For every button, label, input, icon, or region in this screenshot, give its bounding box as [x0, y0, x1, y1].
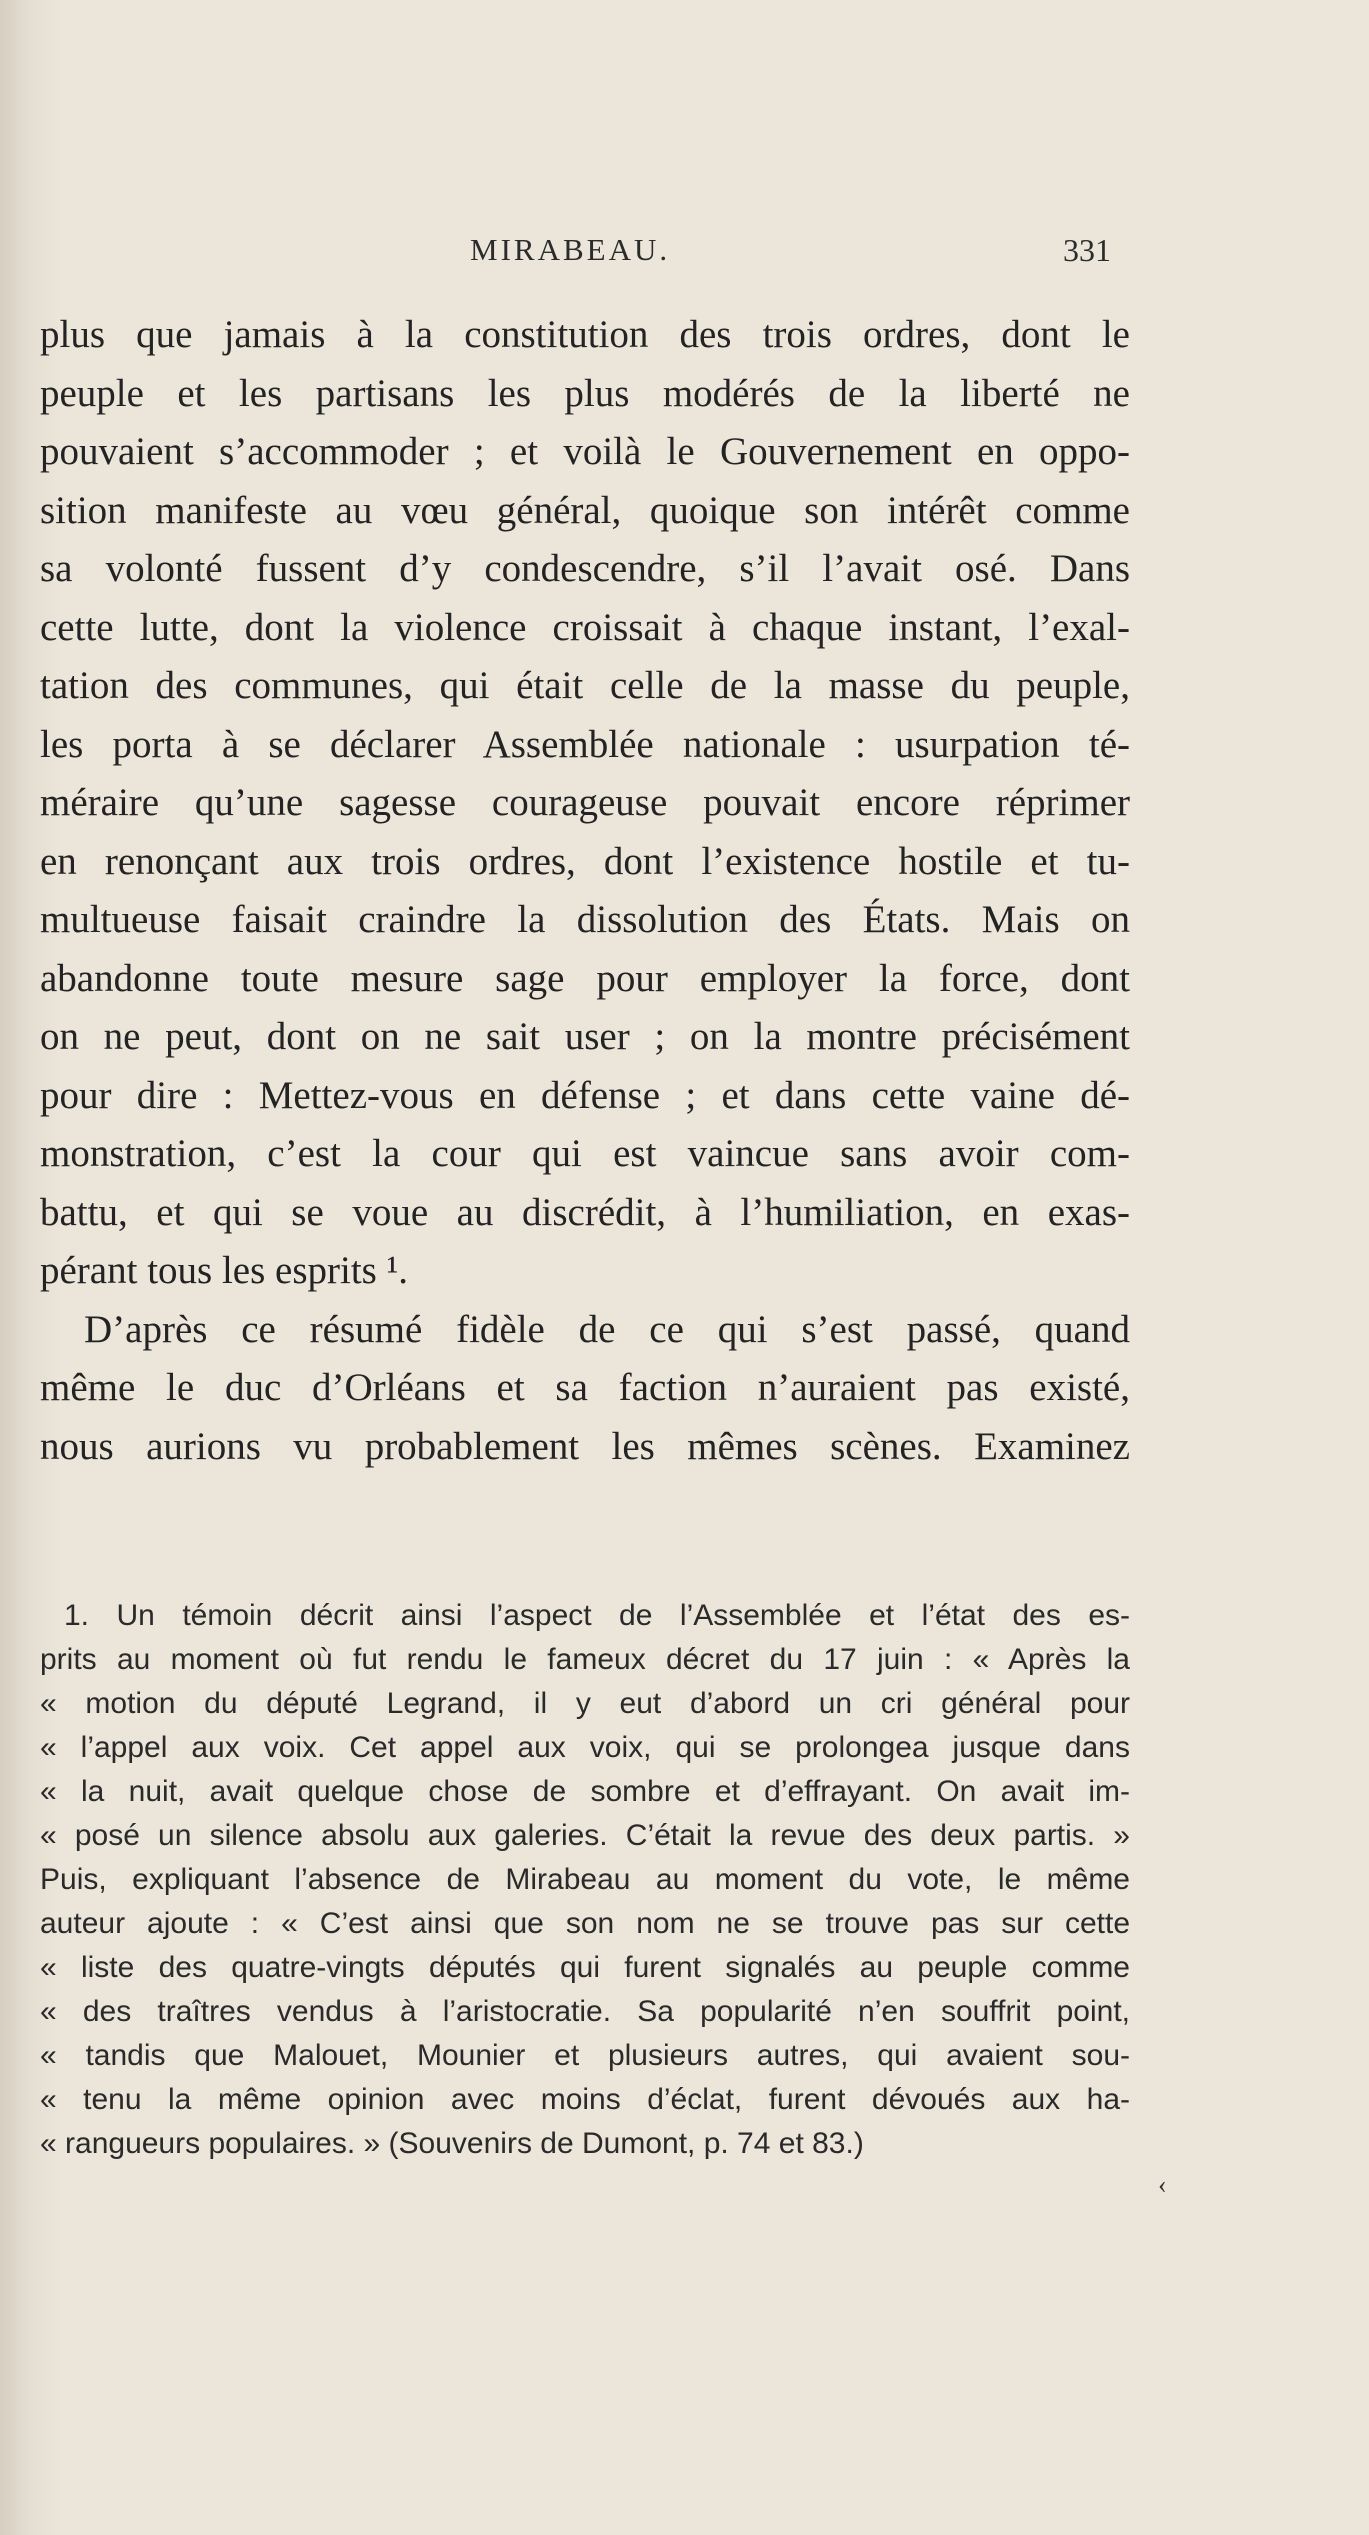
body-line: multueuse faisait craindre la dissolution des États. Mais on [40, 898, 1130, 941]
body-line: on ne peut, dont on ne sait user ; on la montre précisément [40, 1015, 1130, 1058]
body-line: D’après ce résumé fidèle de ce qui s’est passé, quand [84, 1307, 1130, 1351]
body-line: battu, et qui se voue au discrédit, à l’humiliation, en exas- [40, 1190, 1130, 1234]
footnote-line: « rangueurs populaires. » (Souvenirs de Dumont, p. 74 et 83.) [40, 2127, 864, 2160]
body-line: sa volonté fussent d’y condescendre, s’il l’avait osé. Dans [40, 547, 1130, 590]
body-line: tation des communes, qui était celle de la masse du peuple, [40, 664, 1130, 707]
body-line: sition manifeste au vœu général, quoique son intérêt comme [40, 488, 1130, 532]
footnotes [40, 1594, 1130, 2166]
body-line: en renonçant aux trois ordres, dont l’existence hostile et tu- [40, 839, 1130, 883]
footnote-line: Puis, expliquant l’absence de Mirabeau au moment du vote, le même [40, 1863, 1130, 1896]
footnote-line: « tenu la même opinion avec moins d’éclat, furent dévoués aux ha- [40, 2083, 1130, 2116]
running-title: MIRABEAU. [470, 232, 671, 267]
body-line: abandonne toute mesure sage pour employer la force, dont [40, 956, 1130, 1000]
footnote-line: « posé un silence absolu aux galeries. C’était la revue des deux partis. » [40, 1819, 1130, 1852]
footnote-line: « des traîtres vendus à l’aristocratie. Sa popularité n’en souffrit point, [40, 1995, 1130, 2028]
footnote-line: 1. Un témoin décrit ainsi l’aspect de l’Assemblée et l’état des es- [64, 1599, 1130, 1632]
body-line: plus que jamais à la constitution des trois ordres, dont le [40, 313, 1130, 356]
body-text [40, 306, 1130, 1476]
footnote-line: « l’appel aux voix. Cet appel aux voix, qui se prolongea jusque dans [40, 1731, 1130, 1764]
footnote-line: auteur ajoute : « C’est ainsi que son nom ne se trouve pas sur cette [40, 1907, 1130, 1940]
footnote-line: « liste des quatre-vingts députés qui furent signalés au peuple comme [40, 1951, 1130, 1984]
footnote-line: « la nuit, avait quelque chose de sombre et d’effrayant. On avait im- [40, 1775, 1130, 1808]
body-line: peuple et les partisans les plus modérés de la liberté ne [40, 371, 1130, 415]
footnote-line: « tandis que Malouet, Mounier et plusieurs autres, qui avaient sou- [40, 2039, 1130, 2072]
body-line: nous aurions vu probablement les mêmes scènes. Examinez [40, 1424, 1130, 1468]
body-line: cette lutte, dont la violence croissait à chaque instant, l’exal- [40, 605, 1130, 649]
body-line: même le duc d’Orléans et sa faction n’auraient pas existé, [40, 1366, 1130, 1409]
footnote-line: « motion du député Legrand, il y eut d’abord un cri général pour [40, 1687, 1130, 1720]
stray-mark: ‹ [1158, 2170, 1167, 2199]
body-line: les porta à se déclarer Assemblée nationale : usurpation té- [40, 722, 1130, 766]
body-line: méraire qu’une sagesse courageuse pouvait encore réprimer [40, 781, 1130, 824]
body-line: monstration, c’est la cour qui est vaincue sans avoir com- [40, 1132, 1130, 1175]
footnote-line: prits au moment où fut rendu le fameux décret du 17 juin : « Après la [40, 1643, 1130, 1676]
body-line: pour dire : Mettez-vous en défense ; et dans cette vaine dé- [40, 1073, 1130, 1117]
page-header [0, 232, 1369, 272]
body-line: pérant tous les esprits ¹. [40, 1249, 409, 1292]
page-number: 331 [1063, 232, 1111, 268]
body-line: pouvaient s’accommoder ; et voilà le Gouvernement en oppo- [40, 430, 1130, 473]
